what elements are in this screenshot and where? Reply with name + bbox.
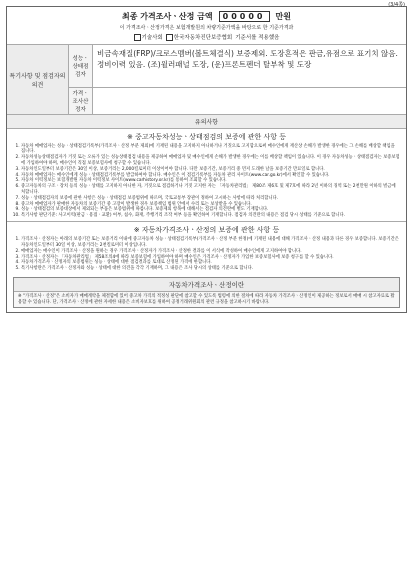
amount-digit: 0	[239, 12, 249, 21]
footer-box	[13, 277, 400, 308]
section2-heading: ※ 자동차가격조사ㆍ산정의 보증에 관한 사항 등	[133, 226, 280, 235]
list-item: 2. 자동차성능상태점검자가 거짓 또는 오류가 있는 성능상태점검 내용을 제공하여 매매업자 및 매수인에게 손해가 발생한 경우에는 이를 배상할 책임이 있습니다. 이 경우 자동차성능ㆍ상태점검자는 보증보험에 가입하여야 하며, 매수인이 직접 보증보험사에 청구할 수 있습니다.	[21, 155, 400, 166]
notice-banner: 유의사항	[7, 115, 406, 129]
list-item: 9. 성능ㆍ상태점검의 보증대상에서 제외되는 부품은 보증범위에 따릅니다. 보증제외 항목에 대해서는 점검자 의견란에 별도 기재합니다.	[21, 207, 400, 212]
section1-heading: ※ 중고자동차성능ㆍ상태점검의 보증에 관한 사항 등	[127, 133, 286, 141]
list-item: 5. 자동차 이력정보는 보험개발원 자동차 이력정보 사이트(www.carhistory.or.kr)를 통하여 조회할 수 있습니다.	[21, 178, 400, 183]
list-item: 1. 자동차 매매업자는 성능ㆍ상태점검기록부(가격조사ㆍ산정 부분 제외)에 기재된 내용을 고지하지 아니하거나 거짓으로 고지함으로써 매수인에게 재산상 손해가 발생한 경우에는 그 손해를 배상할 책임을 집니다.	[21, 144, 400, 155]
list-item: 1. 가격조사ㆍ산정자는 아래의 보증기간 또는 보증거리 이내에 중고자동차 성능ㆍ상태점검기록부(가격조사ㆍ산정 부분 한정)에 기재된 내용에 대해 가격조사ㆍ산정 내용과 다른 경우 보증합니다. 보증기간은 자동차인도일부터 30일 이상, 보증거리는 2천킬로미터 이상입니다.	[21, 237, 400, 248]
inspector-opinion: 비금속재질(FRP)/크로스멤버(볼트체결식) 보증제외. 도장흔적은 판금,유점으로 표기치 않음. 정비이력 있음. (조)윌러패널 도장, (운)프론트펜더 탈부착 및 도장	[97, 49, 398, 69]
check-option-1[interactable]: 기술사회	[134, 33, 163, 41]
section2-notes	[7, 237, 406, 274]
check-option-2[interactable]: 한국자동차진단보증협회	[166, 33, 232, 41]
amount-digit: 0	[222, 12, 232, 21]
amount-digit: 0	[248, 12, 257, 21]
summary-box	[7, 7, 406, 44]
footer-title: 자동차가격조사ㆍ산정이란	[14, 278, 399, 292]
special-notes-label: 특기사항 및 점검자의 의견	[7, 45, 69, 114]
list-item: 3. 자동차인도일부터 보증기간은 30일 이상, 보증거리는 2,000킬로미터 이상이어야 합니다. 다만 보증기간, 보증거리 중 먼저 도래한 날을 보증기간 만료일로 합니다.	[21, 167, 400, 172]
list-item: 7. 성능ㆍ상태점검자의 보증에 관한 사항은 성능ㆍ상태점검 보증범위에 따르며, 국토교통부 장관이 정하여 고시하는 사항에 따라 처리합니다.	[21, 196, 400, 201]
list-item: 6. 중고자동차의 구조ㆍ장치 등의 성능ㆍ상태를 고지하지 아니한 자, 거짓으로 점검하거나 거짓 고지한 자는 「자동차관리법」 제80조 제6호 및 제7호에 따라 2년 이하의 징역 또는 2천만원 이하의 벌금에 처합니다.	[21, 184, 400, 195]
summary-subtitle: 이 가격조사ㆍ산정가격은 보험개발원의 차량기준가액을 바탕으로 한 기준가격과	[119, 25, 294, 31]
section1-notes	[7, 144, 406, 221]
summary-row	[7, 7, 406, 45]
amount-digits	[219, 11, 270, 22]
appraiser-opinion	[93, 88, 406, 114]
list-item: 4. 자동차 매매업자는 매수인에게 성능ㆍ상태점검기록부를 발급하여야 합니다. 매수인은 이 점검기록부를 자동차 관리 사이트(www.car.go.kr)에서 확인할 수 있습니다.	[21, 173, 400, 178]
amount-digit: 0	[256, 12, 266, 21]
special-notes-row	[7, 45, 406, 115]
list-item: 2. 매매업자는 매수인이 가격조사ㆍ산정을 원하는 경우 가격조사ㆍ산정자가 가격조사ㆍ산정한 결과를 이 서식에 작성하여 매수인에게 고지하여야 합니다.	[21, 249, 400, 254]
list-item: 4. 자동차가격조사ㆍ산정자의 보증범위는 성능ㆍ상태에 대한 점검결과를 토대로 산정된 가격에 한합니다.	[21, 260, 400, 265]
amount-unit: 만원	[275, 12, 291, 21]
check-suffix: 기준서를 적용했음	[235, 35, 280, 41]
checkbox-icon[interactable]	[166, 34, 173, 41]
summary-title: 최종 가격조사ㆍ산정 금액	[122, 12, 213, 21]
list-item: 3. 가격조사ㆍ산정자는 「자동차관리법」 제58조의4에 따라 보증보험에 가입하여야 하며 매수인은 가격조사ㆍ산정자가 가입한 보증보험사에 보증 청구를 할 수 있습니다.	[21, 255, 400, 260]
list-item: 8. 중고차 매매업자가 판매한 자동차의 보증기간 중 고장이 발생한 경우 보증책임 범위 안에서 수리 또는 보상받을 수 있습니다.	[21, 202, 400, 207]
appraiser-label: 가격ㆍ조사산정자	[69, 88, 93, 114]
list-item: 5. 특기사항란은 가격조사ㆍ산정자와 성능ㆍ상태에 대한 의견을 각각 기재하며, 그 내용은 조사 당시의 상태를 기준으로 합니다.	[21, 266, 400, 271]
list-item: 10. 특기사항 판단기준: 사고이력(판금ㆍ용접ㆍ교환) 여부, 침수, 화재, 주행거리 조작 여부 등을 확인하여 기재합니다. 점검자 의견란의 내용은 점검 당시 상태를 기준으로 합니다.	[21, 213, 400, 218]
checkbox-icon[interactable]	[134, 34, 141, 41]
page-number: (3/4쪽)	[388, 2, 405, 8]
inspector-label: 성능ㆍ상태점검자	[69, 45, 93, 87]
footer-text: ※ "가격조사ㆍ산정"은 소비자가 매매계약을 체결함에 있어 중고차 가격의 적정성 판단에 참고할 수 있도록 법령에 의한 절차에 따라 자동차 가격조사ㆍ산정인이 제공하는 정보로서 매매 시 참고자료로 활용할 수 있습니다. 단, 가격조사ㆍ산정에 관한 자세한 내용은 소비자보호를 위하여 공정거래위원회의 관련 규정을 참고하시기 바랍니다.	[18, 294, 395, 305]
amount-digit: 0	[231, 12, 240, 21]
standard-checks	[7, 33, 406, 41]
form-frame	[6, 6, 407, 313]
